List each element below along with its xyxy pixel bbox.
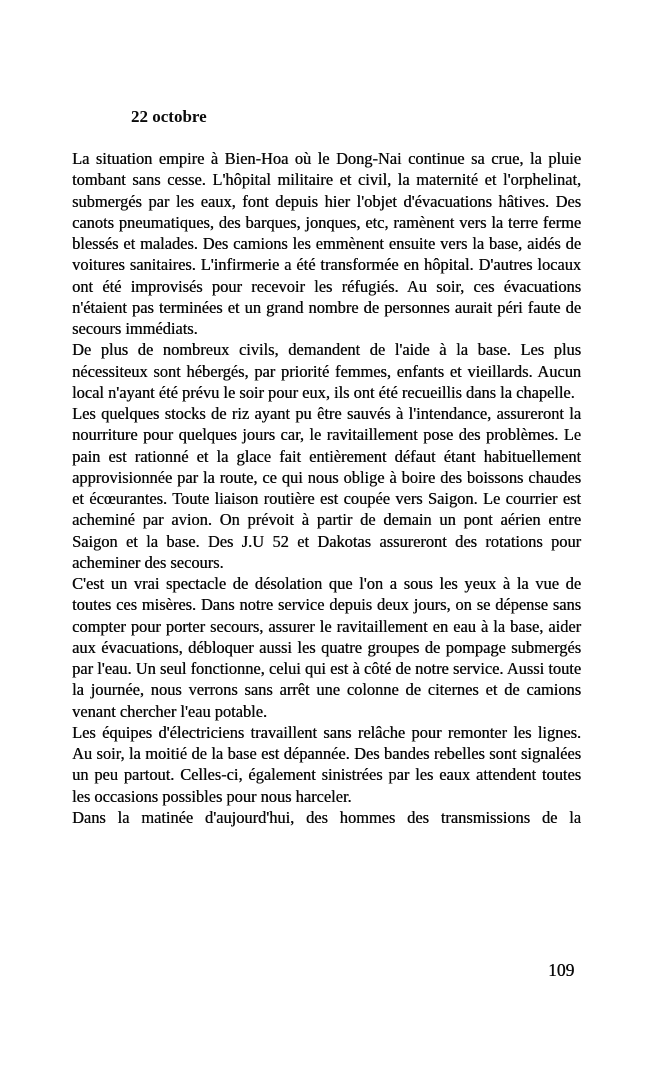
paragraph-supplies: Les quelques stocks de riz ayant pu être sauvés à l'intendance, assureront la nourriture pour quelques jours car, le ravitaillement pose des problèmes. Le pain est rationné et la glace fait entièrement défaut étant habituellement approvisionnée par la route, ce qui nous oblige à boire des boissons chaudes et écœurantes. Toute liaison routière est coupée vers Saigon. Le courrier est acheminé par avion. On prévoit à partir de demain un pont aérien entre Saigon et la base. Des J.U 52 et Dakotas assureront des rotations pour acheminer des secours. <box>72 404 581 572</box>
body-text <box>72 148 581 828</box>
paragraph-transmissions: Dans la matinée d'aujourd'hui, des hommes des transmissions de la <box>72 807 581 827</box>
paragraph-civilians: De plus de nombreux civils, demandent de l'aide à la base. Les plus nécessiteux sont hébergés, par priorité femmes, enfants et vieillards. Aucun local n'ayant été prévu le soir pour eux, ils ont été recueillis dans la chapelle. <box>72 340 581 402</box>
date-heading: 22 octobre <box>131 107 207 126</box>
paragraph-electricians: Les équipes d'électriciens travaillent sans relâche pour remonter les lignes. Au soir, la moitié de la base est dépannée. Des bandes rebelles sont signalées un peu partout. Celles-ci, également sinistrées par les eaux attendent toutes les occasions possibles pour nous harceler. <box>72 722 581 806</box>
paragraph-desolation: C'est un vrai spectacle de désolation que l'on a sous les yeux à la vue de toutes ces misères. Dans notre service depuis deux jours, on se dépense sans compter pour porter secours, assurer le ravitaillement en eau à la base, aider aux évacuations, débloquer aussi les quatre groupes de pompage submergés par l'eau. Un seul fonctionne, celui qui est à côté de notre service. Aussi toute la journée, nous verrons sans arrêt une colonne de citernes et de camions venant chercher l'eau potable. <box>72 574 581 721</box>
page-number: 109 <box>548 960 575 980</box>
paragraph-evacuations: La situation empire à Bien-Hoa où le Dong-Nai continue sa crue, la pluie tombant sans cesse. L'hôpital militaire et civil, la maternité et l'orphelinat, submergés par les eaux, font depuis hier l'objet d'évacuations hâtives. Des canots pneumatiques, des barques, jonques, etc, ramènent vers la terre ferme blessés et malades. Des camions les emmènent ensuite vers la base, aidés de voitures sanitaires. L'infirmerie a été transformée en hôpital. D'autres locaux ont été improvisés pour recevoir les réfugiés. Au soir, ces évacuations n'étaient pas terminées et un grand nombre de personnes aurait péri faute de secours immédiats. <box>72 149 581 338</box>
